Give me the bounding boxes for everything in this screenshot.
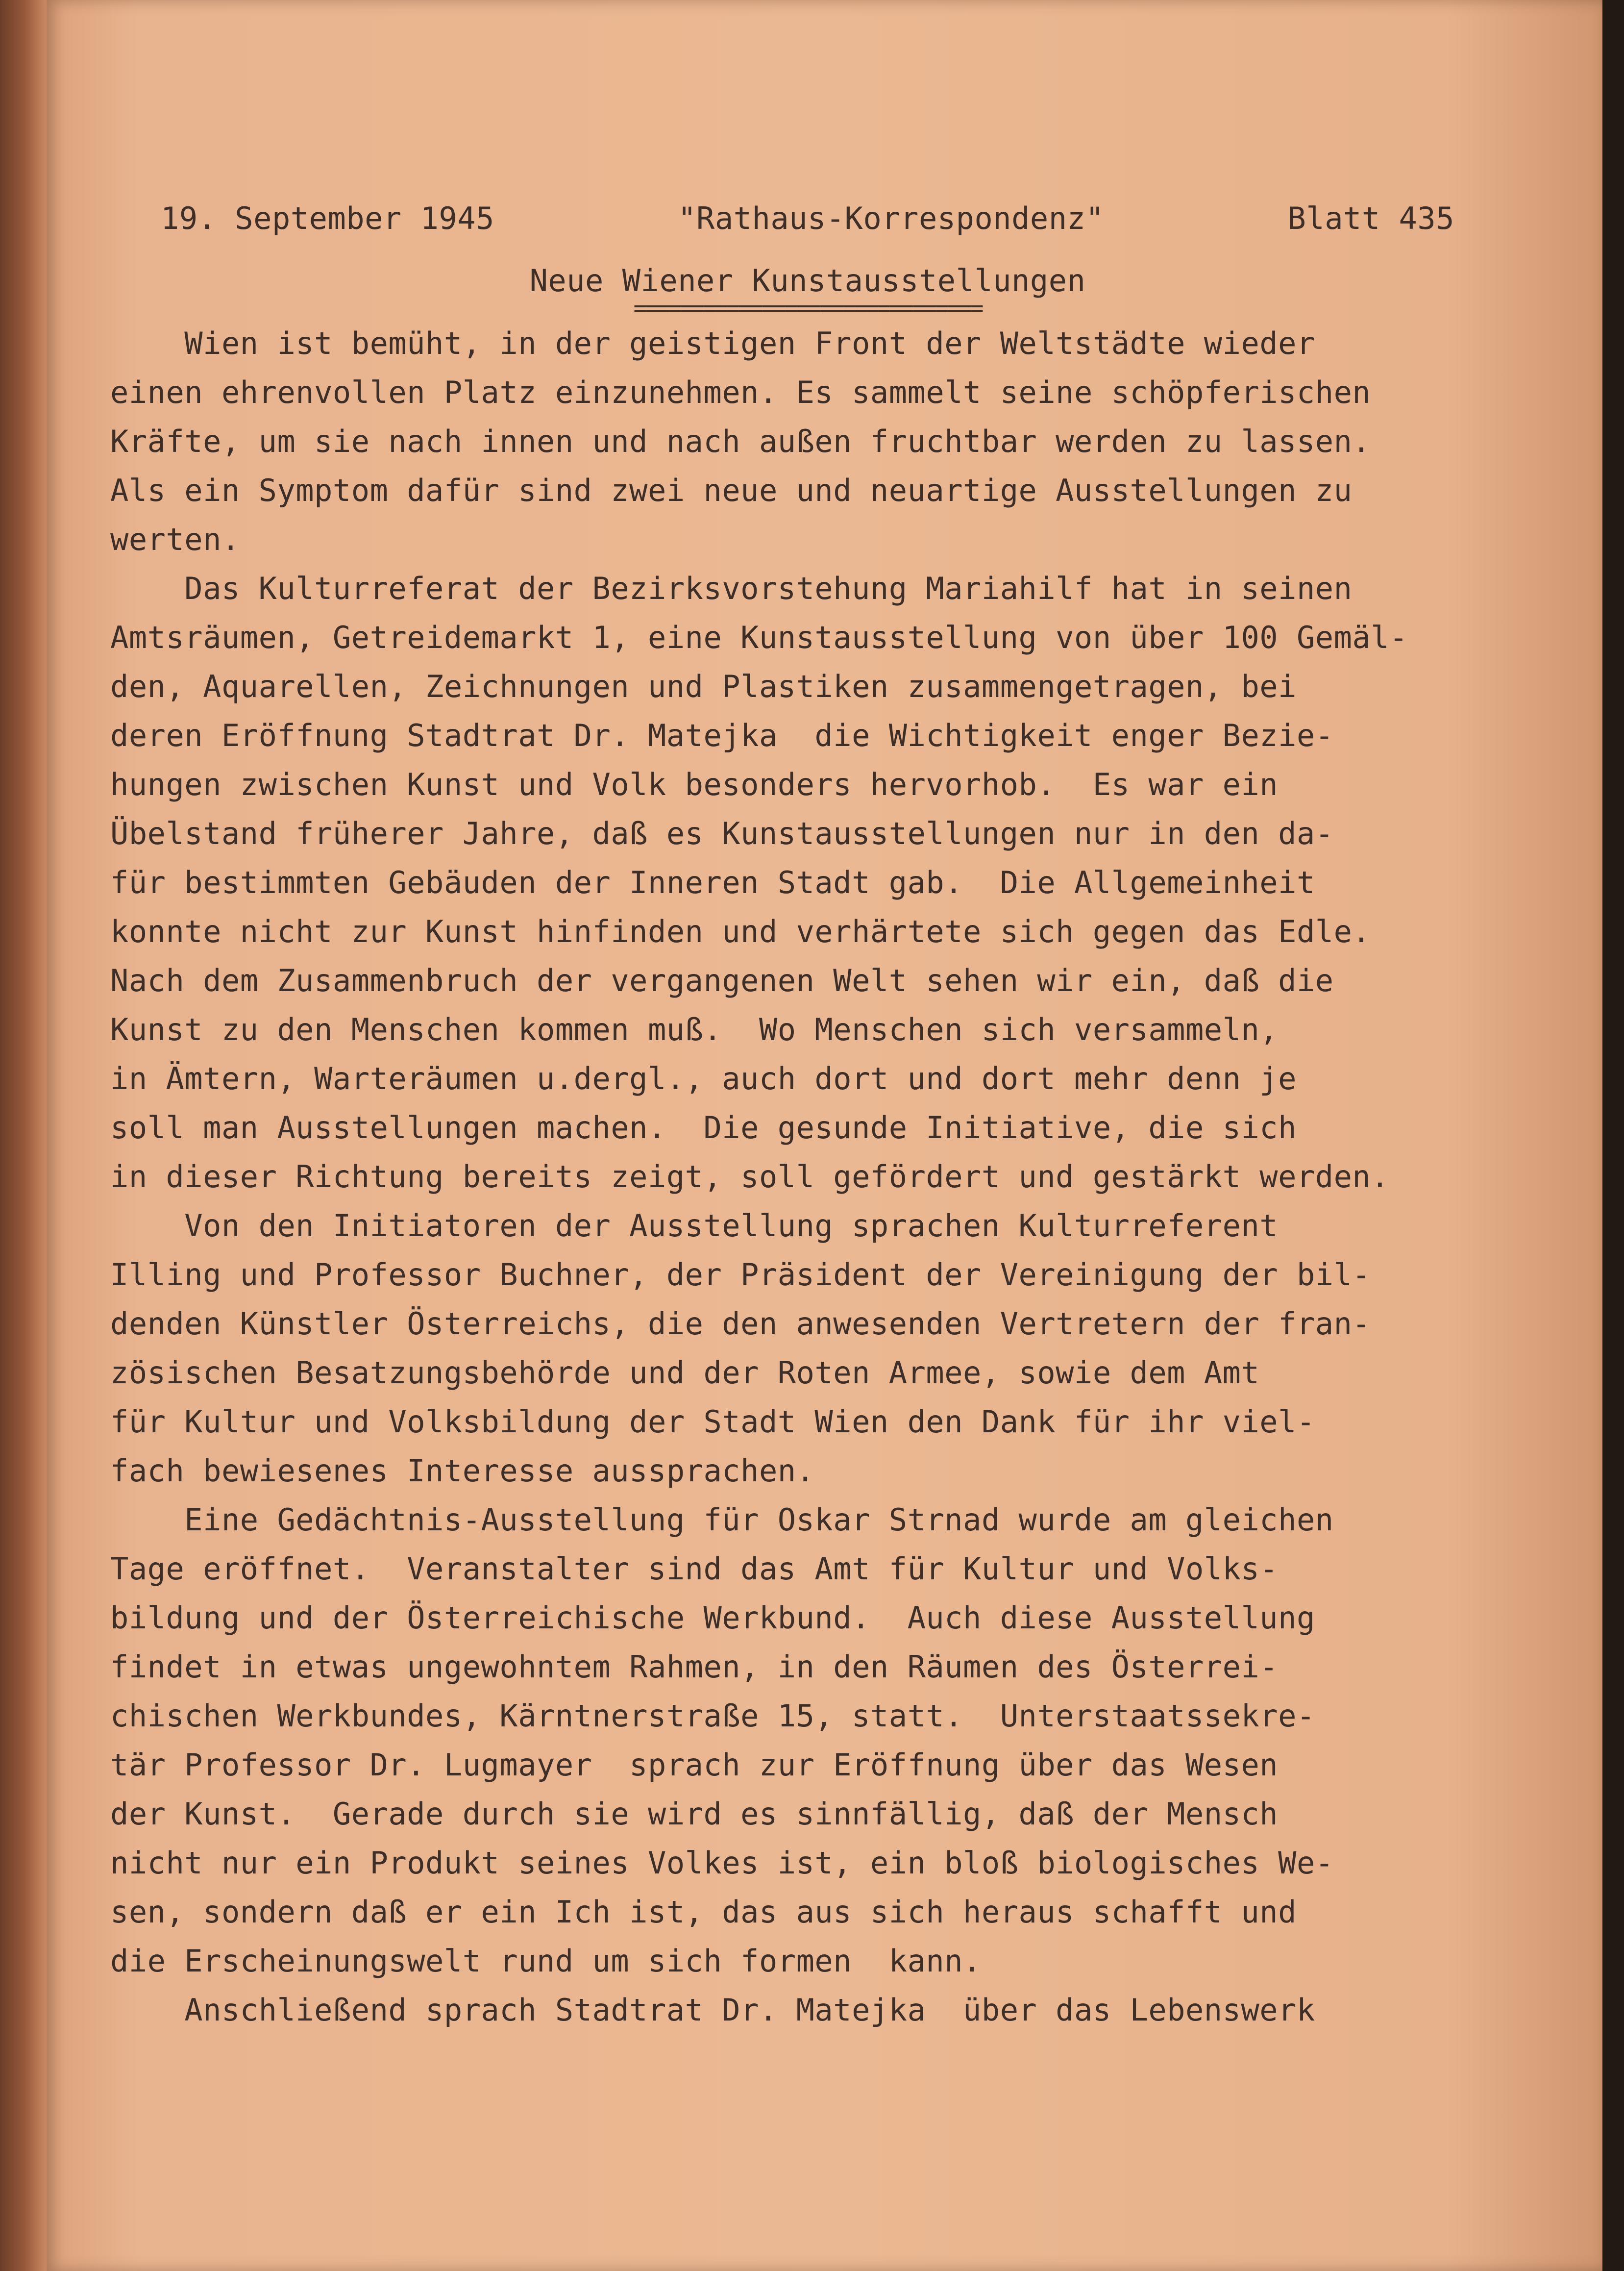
header-date: 19. September 1945 [161, 200, 494, 236]
text-line: Von den Initiatoren der Ausstellung sprachen Kulturreferent [110, 1208, 1279, 1244]
text-line: der Kunst. Gerade durch sie wird es sinnfällig, daß der Mensch [110, 1796, 1279, 1832]
text-line: Wien ist bemüht, in der geistigen Front der Weltstädte wieder [110, 325, 1315, 362]
article-body [110, 319, 1571, 2035]
text-line: Nach dem Zusammenbruch der vergangenen Welt sehen wir ein, daß die [110, 963, 1334, 999]
page-header [161, 191, 1454, 245]
text-line: werten. [110, 522, 240, 558]
text-line: zösischen Besatzungsbehörde und der Roten Armee, sowie dem Amt [110, 1355, 1260, 1391]
text-line: Kunst zu den Menschen kommen muß. Wo Menschen sich versammeln, [110, 1012, 1279, 1048]
text-line: fach bewiesenes Interesse aussprachen. [110, 1453, 815, 1489]
text-line: Eine Gedächtnis-Ausstellung für Oskar Strnad wurde am gleichen [110, 1502, 1334, 1538]
text-line: denden Künstler Österreichs, die den anwesenden Vertretern der fran- [110, 1306, 1371, 1342]
text-line: den, Aquarellen, Zeichnungen und Plastiken zusammengetragen, bei [110, 669, 1297, 705]
text-line: Das Kulturreferat der Bezirksvorstehung Mariahilf hat in seinen [110, 571, 1353, 607]
header-sheet-number: Blatt 435 [1287, 200, 1454, 236]
text-line: Amtsräumen, Getreidemarkt 1, eine Kunstausstellung von über 100 Gemäl- [110, 620, 1408, 656]
article-headline [161, 263, 1454, 322]
text-line: Anschließend sprach Stadtrat Dr. Matejka über das Lebenswerk [110, 1992, 1315, 2028]
text-line: einen ehrenvollen Platz einzunehmen. Es sammelt seine schöpferischen [110, 374, 1371, 411]
text-line: Kräfte, um sie nach innen und nach außen fruchtbar werden zu lassen. [110, 424, 1371, 460]
text-line: konnte nicht zur Kunst hinfinden und verhärtete sich gegen das Edle. [110, 914, 1371, 950]
text-line: chischen Werkbundes, Kärntnerstraße 15, statt. Unterstaatssekre- [110, 1698, 1315, 1734]
text-line: in Ämtern, Warteräumen u.dergl., auch dort und dort mehr denn je [110, 1061, 1297, 1097]
text-line: für Kultur und Volksbildung der Stadt Wien den Dank für ihr viel- [110, 1404, 1315, 1440]
text-line: deren Eröffnung Stadtrat Dr. Matejka die Wichtigkeit enger Bezie- [110, 718, 1334, 754]
text-line: findet in etwas ungewohntem Rahmen, in den Räumen des Österrei- [110, 1649, 1279, 1685]
text-line: für bestimmten Gebäuden der Inneren Stadt gab. Die Allgemeinheit [110, 865, 1315, 901]
text-line: Übelstand früherer Jahre, daß es Kunstausstellungen nur in den da- [110, 816, 1334, 852]
text-line: soll man Ausstellungen machen. Die gesunde Initiative, die sich [110, 1110, 1297, 1146]
document-text [110, 191, 1571, 2035]
headline-double-rule: ============================== [633, 295, 982, 322]
text-line: Als ein Symptom dafür sind zwei neue und neuartige Ausstellungen zu [110, 473, 1353, 509]
text-line: Tage eröffnet. Veranstalter sind das Amt für Kultur und Volks- [110, 1551, 1279, 1587]
text-line: Illing und Professor Buchner, der Präsident der Vereinigung der bil- [110, 1257, 1371, 1293]
binding-spine [0, 0, 47, 2271]
text-line: die Erscheinungswelt rund um sich formen kann. [110, 1943, 982, 1979]
text-line: sen, sondern daß er ein Ich ist, das aus sich heraus schafft und [110, 1894, 1297, 1930]
text-line: bildung und der Österreichische Werkbund. Auch diese Ausstellung [110, 1600, 1315, 1636]
text-line: nicht nur ein Produkt seines Volkes ist, ein bloß biologisches We- [110, 1845, 1334, 1881]
text-line: in dieser Richtung bereits zeigt, soll gefördert und gestärkt werden. [110, 1159, 1390, 1195]
text-line: tär Professor Dr. Lugmayer sprach zur Eröffnung über das Wesen [110, 1747, 1279, 1783]
headline-title: Neue Wiener Kunstausstellungen [529, 263, 1086, 299]
text-line: hungen zwischen Kunst und Volk besonders hervorhob. Es war ein [110, 767, 1279, 803]
page-right-edge [1602, 0, 1624, 2271]
header-publication: "Rathaus-Korrespondenz" [678, 200, 1105, 236]
